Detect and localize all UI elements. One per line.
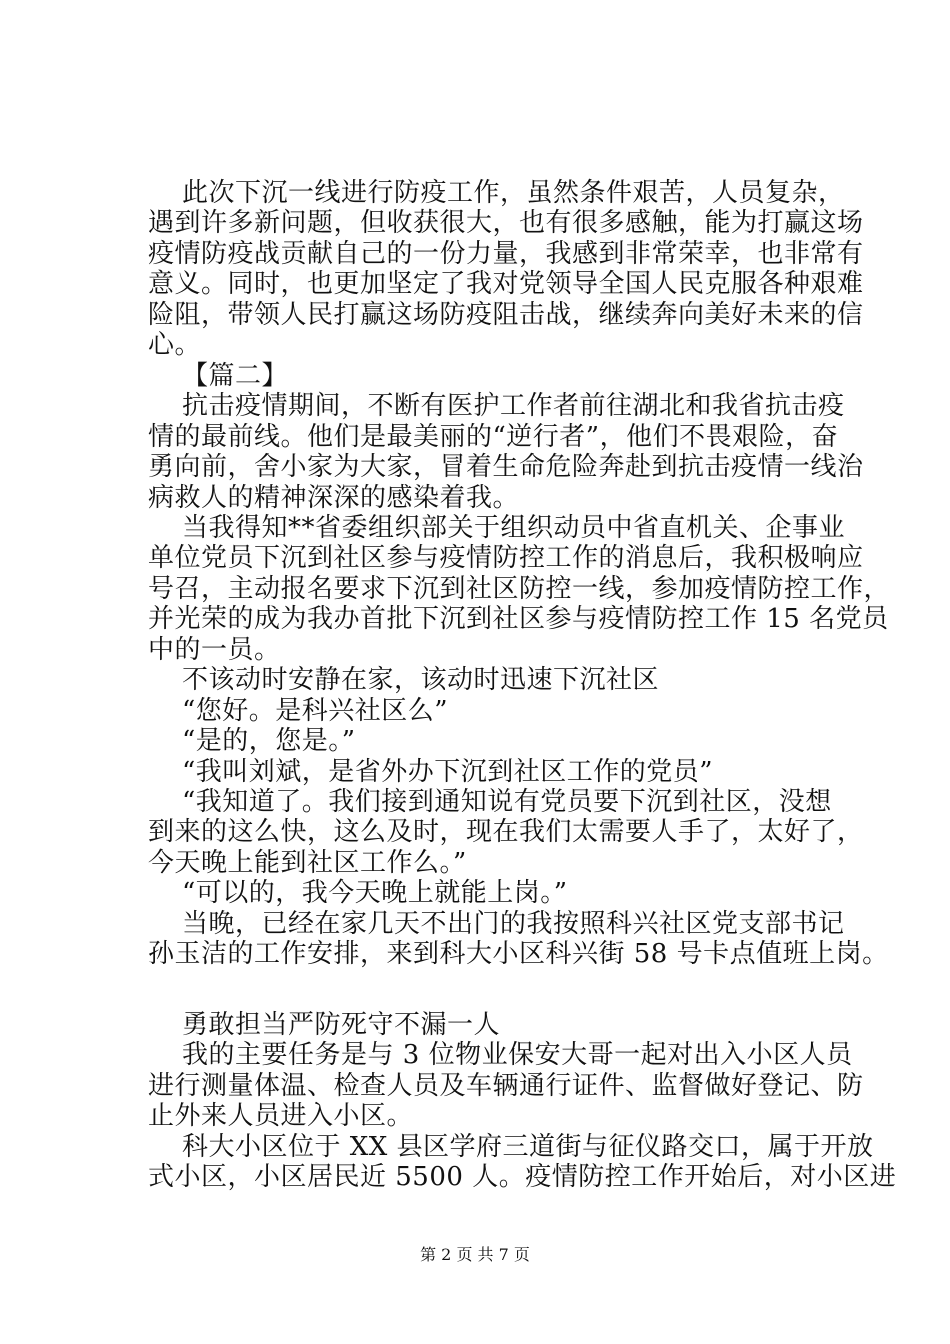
text-line: 止外来人员进入小区。 xyxy=(148,1101,414,1131)
text-line: 情的最前线。他们是最美丽的“逆行者”，他们不畏艰险，奋 xyxy=(148,422,839,452)
text-line: 中的一员。 xyxy=(148,635,281,665)
dialogue-line: “您好。是科兴社区么” xyxy=(182,696,449,726)
text-line: 到来的这么快，这么及时，现在我们太需要人手了，太好了， xyxy=(148,817,864,847)
text-line: 抗击疫情期间，不断有医护工作者前往湖北和我省抗击疫 xyxy=(182,391,845,421)
text-line: 我的主要任务是与 3 位物业保安大哥一起对出入小区人员 xyxy=(182,1040,853,1070)
text-line: 险阻，带领人民打赢这场防疫阻击战，继续奔向美好未来的信 xyxy=(148,300,864,330)
text-line: 孙玉洁的工作安排，来到科大小区科兴街 58 号卡点值班上岗。 xyxy=(148,939,889,969)
page-footer: 第 2 页 共 7 页 xyxy=(420,1245,530,1264)
text-line: 此次下沉一线进行防疫工作，虽然条件艰苦，人员复杂， xyxy=(182,178,845,208)
section-heading: 【篇二】 xyxy=(182,361,289,391)
text-line: 并光荣的成为我办首批下沉到社区参与疫情防控工作 15 名党员 xyxy=(148,604,889,634)
text-line: 意义。同时，也更加坚定了我对党领导全国人民克服各种艰难 xyxy=(148,269,864,299)
text-line: 科大小区位于 XX 县区学府三道街与征仪路交口，属于开放 xyxy=(182,1132,874,1162)
text-line: 进行测量体温、检查人员及车辆通行证件、监督做好登记、防 xyxy=(148,1071,864,1101)
dialogue-line: “我知道了。我们接到通知说有党员要下沉到社区，没想 xyxy=(182,787,832,817)
text-line: 式小区，小区居民近 5500 人。疫情防控工作开始后，对小区进 xyxy=(148,1162,897,1192)
text-line: 号召，主动报名要求下沉到社区防控一线，参加疫情防控工作， xyxy=(148,574,891,604)
text-line: 今天晚上能到社区工作么。” xyxy=(148,848,467,878)
text-line: 单位党员下沉到社区参与疫情防控工作的消息后，我积极响应 xyxy=(148,543,864,573)
text-line: 当晚，已经在家几天不出门的我按照科兴社区党支部书记 xyxy=(182,909,845,939)
text-line: 勇向前，舍小家为大家，冒着生命危险奔赴到抗击疫情一线治 xyxy=(148,452,864,482)
subheading: 勇敢担当严防死守不漏一人 xyxy=(182,1010,501,1040)
text-line: 遇到许多新问题，但收获很大，也有很多感触，能为打赢这场 xyxy=(148,208,864,238)
subheading: 不该动时安静在家，该动时迅速下沉社区 xyxy=(182,665,660,695)
dialogue-line: “可以的，我今天晚上就能上岗。” xyxy=(182,878,568,908)
text-line: 当我得知**省委组织部关于组织动员中省直机关、企事业 xyxy=(182,513,846,543)
dialogue-line: “我叫刘斌，是省外办下沉到社区工作的党员” xyxy=(182,757,714,787)
text-line: 心。 xyxy=(148,330,202,360)
text-line: 疫情防疫战贡献自己的一份力量，我感到非常荣幸，也非常有 xyxy=(148,239,864,269)
text-line: 病救人的精神深深的感染着我。 xyxy=(148,483,520,513)
dialogue-line: “是的，您是。” xyxy=(182,726,356,756)
